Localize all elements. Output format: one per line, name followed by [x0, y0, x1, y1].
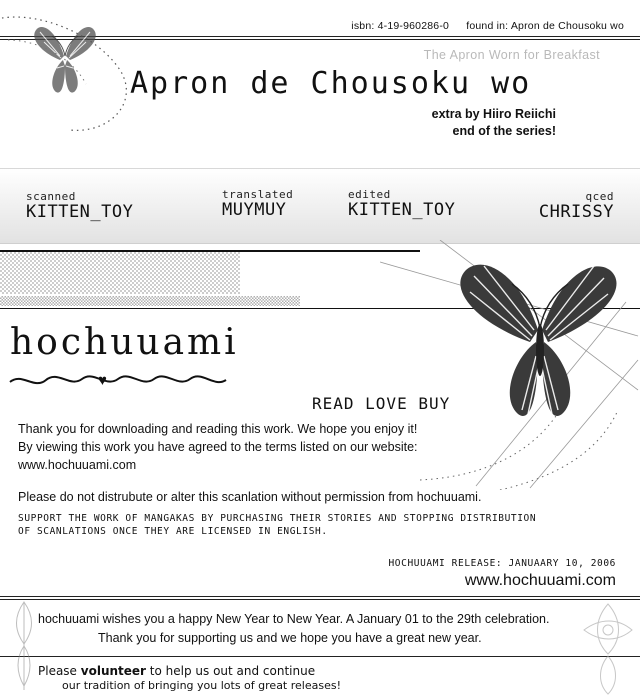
divider-lower-2: [0, 599, 640, 600]
credit-role-label: translated: [222, 188, 294, 201]
credit-name-label: MUYMUY: [222, 200, 287, 220]
isbn-text: isbn: 4-19-960286-0: [351, 20, 450, 32]
volunteer-call: [38, 664, 315, 678]
volunteer-prefix: Please: [38, 664, 81, 678]
staff-credit-list: [0, 168, 640, 242]
squiggle-underline: [8, 368, 238, 390]
support-mangaka-note: SUPPORT THE WORK OF MANGAKAS BY PURCHASING THEIR STORIES AND STOPPING DISTRIBUTION OF SCANLATIONS ONCE THEY ARE LICENSED IN ENGLISH.: [18, 513, 537, 537]
credit-role-label: qced: [585, 190, 614, 203]
release-date-text: HOCHUUAMI RELEASE: JANUAARY 10, 2006: [388, 558, 616, 569]
newyear-line-2: Thank you for supporting us and we hope you have a great new year.: [98, 631, 482, 645]
credit-translated: [222, 188, 293, 220]
credit-name-label: KITTEN_TOY: [26, 202, 134, 222]
credit-name-label: CHRISSY: [538, 202, 614, 222]
ornament-left-icon: [4, 600, 44, 696]
end-of-series-note: end of the series!: [452, 124, 556, 138]
found-in-text: found in: Apron de Chousoku wo: [466, 20, 624, 32]
slogan-text: READ LOVE BUY: [312, 394, 451, 413]
halftone-block: [0, 252, 240, 294]
page-title: Apron de Chousoku wo: [130, 66, 532, 101]
divider-bottom: [0, 656, 640, 657]
heart-icon: ♥: [98, 372, 107, 389]
butterfly-large-icon: [444, 250, 634, 430]
thanks-line-1: Thank you for downloading and reading this work. We hope you enjoy it!: [18, 422, 418, 436]
newyear-line-1: hochuuami wishes you a happy New Year to New Year. A January 01 to the 29th celebration.: [38, 612, 550, 626]
credit-role-label: edited: [348, 188, 391, 201]
no-distribute-paragraph: Please do not distrubute or alter this scanlation without permission from hochuuami.: [18, 490, 482, 504]
volunteer-suffix: to help us out and continue: [145, 664, 316, 678]
group-logo: hochuuami: [10, 322, 239, 363]
website-line: www.hochuuami.com: [18, 458, 137, 472]
divider-lower: [0, 596, 640, 597]
credit-qced: [510, 190, 614, 222]
credit-role-label: scanned: [26, 190, 76, 203]
credit-scanned: [26, 190, 133, 222]
thanks-paragraph: [18, 420, 578, 474]
ornament-right-icon: [580, 600, 636, 696]
source-info: [351, 20, 624, 32]
site-url-text: www.hochuuami.com: [464, 572, 616, 589]
volunteer-line-2: our tradition of bringing you lots of great releases!: [62, 679, 341, 692]
credit-edited: [348, 188, 455, 220]
byline-text: extra by Hiiro Reiichi: [431, 107, 556, 121]
subtitle-text: The Apron Worn for Breakfast: [423, 48, 600, 62]
thanks-line-2: By viewing this work you have agreed to the terms listed on our website:: [18, 440, 418, 454]
halftone-block-2: [0, 296, 300, 306]
credit-name-label: KITTEN_TOY: [348, 200, 456, 220]
volunteer-keyword: volunteer: [80, 664, 146, 678]
